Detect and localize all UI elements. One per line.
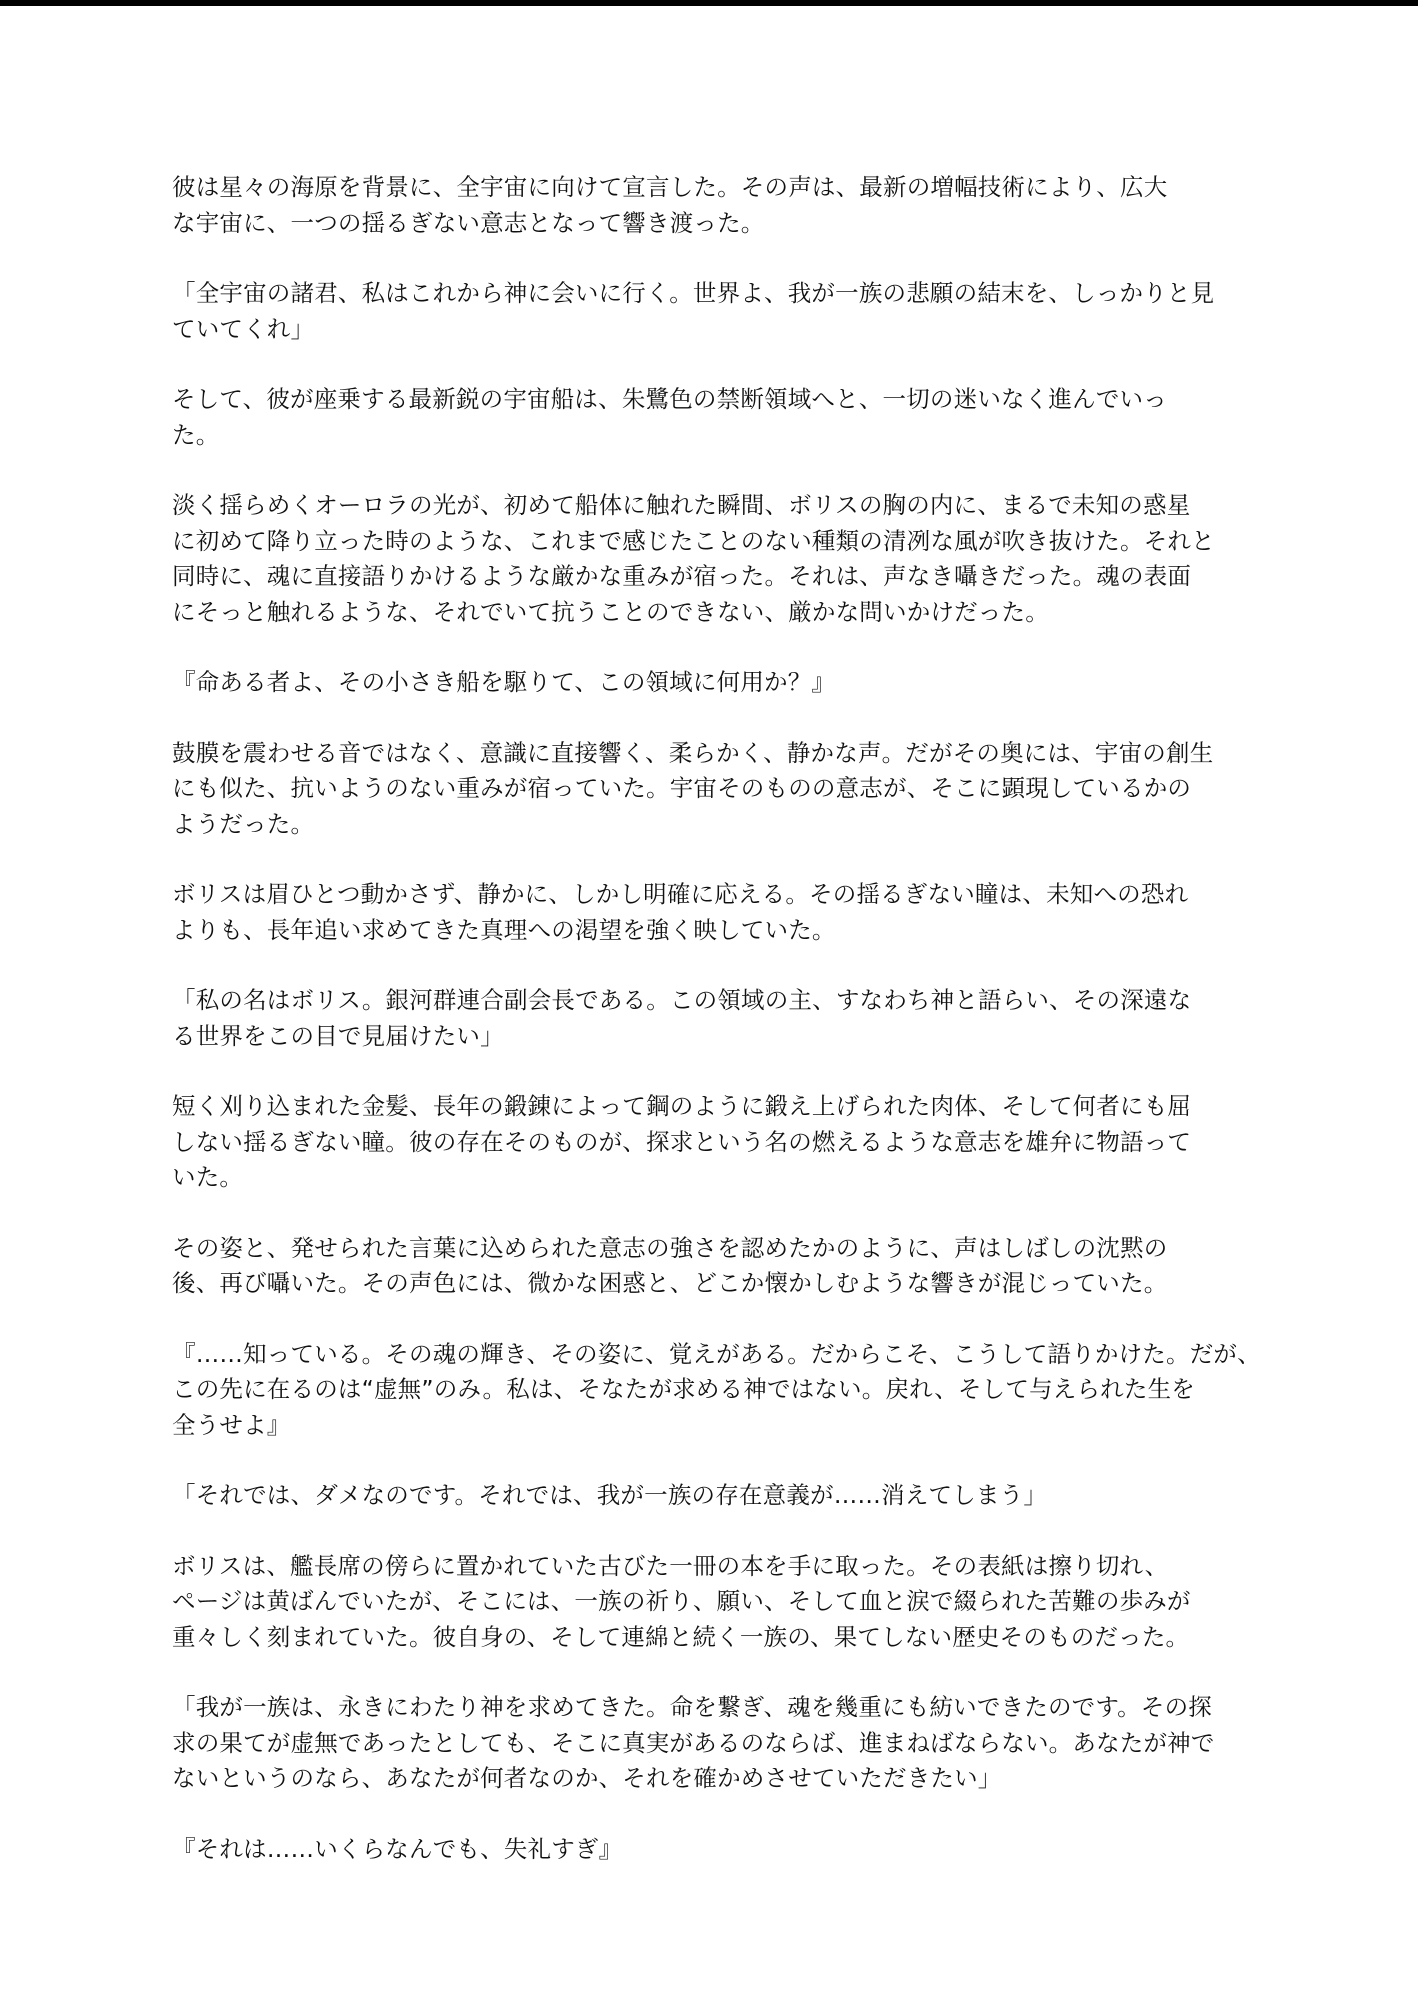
text-line: 『……知っている。その魂の輝き、その姿に、覚えがある。だからこそ、こうして語りかけた。だが、: [172, 1339, 1261, 1368]
text-line: この先に在るのは“虚無”のみ。私は、そなたが求める神ではない。戻れ、そして与えられた生を: [172, 1375, 1195, 1403]
paragraph: [172, 1832, 1248, 1868]
text-line: 後、再び囁いた。その声色には、微かな困惑と、どこか懐かしむような響きが混じっていた。: [172, 1269, 1168, 1297]
text-line: ページは黄ばんでいたが、そこには、一族の祈り、願い、そして血と涙で綴られた苦難の歩みが: [172, 1587, 1191, 1615]
text-line: な宇宙に、一つの揺るぎない意志となって響き渡った。: [172, 208, 765, 237]
text-line: 短く刈り込まれた金髪、長年の鍛錬によって鋼のように鍛え上げられた肉体、そして何者にも屈: [172, 1092, 1192, 1120]
paragraph: [172, 1690, 1248, 1797]
text-line: 求の果てが虚無であったとしても、そこに真実があるのならば、進まねばならない。あなたが神で: [172, 1728, 1215, 1757]
paragraph: [172, 1337, 1261, 1444]
text-line: よりも、長年追い求めてきた真理への渇望を強く映していた。: [172, 915, 836, 944]
text-line: ようだった。: [172, 809, 315, 838]
text-line: にそっと触れるような、それでいて抗うことのできない、厳かな問いかけだった。: [172, 597, 1049, 626]
text-line: いた。: [172, 1163, 244, 1191]
paragraph: [172, 665, 1248, 701]
text-line: ボリスは眉ひとつ動かさず、静かに、しかし明確に応える。その揺るぎない瞳は、未知への恐れ: [172, 880, 1189, 908]
text-line: 「我が一族は、永きにわたり神を求めてきた。命を繋ぎ、魂を幾重にも紡いできたのです。その探: [172, 1693, 1212, 1721]
paragraph: [172, 1231, 1248, 1302]
text-line: しない揺るぎない瞳。彼の存在そのものが、探求という名の燃えるような意志を雄弁に物語って: [172, 1127, 1192, 1156]
paragraph: [172, 1549, 1248, 1656]
document-body: [172, 170, 1261, 1867]
paragraph: [172, 170, 1248, 241]
text-line: 『命ある者よ、その小さき船を駆りて、この領域に何用か？』: [172, 668, 836, 696]
top-border-rule: [0, 0, 1418, 6]
text-line: 「全宇宙の諸君、私はこれから神に会いに行く。世界よ、我が一族の悲願の結末を、しっかりと見: [172, 279, 1215, 307]
text-line: その姿と、発せられた言葉に込められた意志の強さを認めたかのように、声はしばしの沈黙の: [172, 1233, 1168, 1262]
text-line: 鼓膜を震わせる音ではなく、意識に直接響く、柔らかく、静かな声。だがその奥には、宇宙の創生: [172, 738, 1214, 767]
text-line: そして、彼が座乗する最新鋭の宇宙船は、朱鷺色の禁断領域へと、一切の迷いなく進んでいっ: [172, 385, 1167, 413]
text-line: 「それでは、ダメなのです。それでは、我が一族の存在意義が……消えてしまう」: [172, 1481, 1048, 1509]
text-line: た。: [172, 420, 220, 449]
paragraph: [172, 382, 1248, 453]
paragraph: [172, 1478, 1248, 1514]
paragraph: [172, 983, 1248, 1054]
text-line: にも似た、抗いようのない重みが宿っていた。宇宙そのものの意志が、そこに顕現しているかの: [172, 774, 1192, 802]
text-line: ボリスは、艦長席の傍らに置かれていた古びた一冊の本を手に取った。その表紙は擦り切れ、: [172, 1551, 1169, 1580]
document-page: [172, 170, 1261, 1902]
text-line: 「私の名はボリス。銀河群連合副会長である。この領域の主、すなわち神と語らい、その深遠な: [172, 986, 1192, 1014]
paragraph: [172, 276, 1248, 347]
text-line: 淡く揺らめくオーロラの光が、初めて船体に触れた瞬間、ボリスの胸の内に、まるで未知の惑星: [172, 491, 1191, 519]
text-line: ていてくれ」: [172, 314, 315, 343]
paragraph: [172, 877, 1248, 948]
text-line: 同時に、魂に直接語りかけるような厳かな重みが宿った。それは、声なき囁きだった。魂の表面: [172, 562, 1192, 590]
text-line: 全うせよ』: [172, 1410, 291, 1439]
text-line: る世界をこの目で見届けたい」: [172, 1021, 504, 1050]
text-line: に初めて降り立った時のような、これまで感じたことのない種類の清冽な風が吹き抜けた。それと: [172, 526, 1215, 555]
text-line: ないというのなら、あなたが何者なのか、それを確かめさせていただきたい」: [172, 1764, 1002, 1792]
text-line: 重々しく刻まれていた。彼自身の、そして連綿と続く一族の、果てしない歴史そのものだった。: [172, 1622, 1190, 1651]
paragraph: [172, 1089, 1248, 1196]
paragraph: [172, 488, 1248, 630]
paragraph: [172, 736, 1248, 843]
text-line: 『それは……いくらなんでも、失礼すぎ』: [172, 1834, 623, 1863]
text-line: 彼は星々の海原を背景に、全宇宙に向けて宣言した。その声は、最新の増幅技術により、広大: [172, 173, 1168, 201]
